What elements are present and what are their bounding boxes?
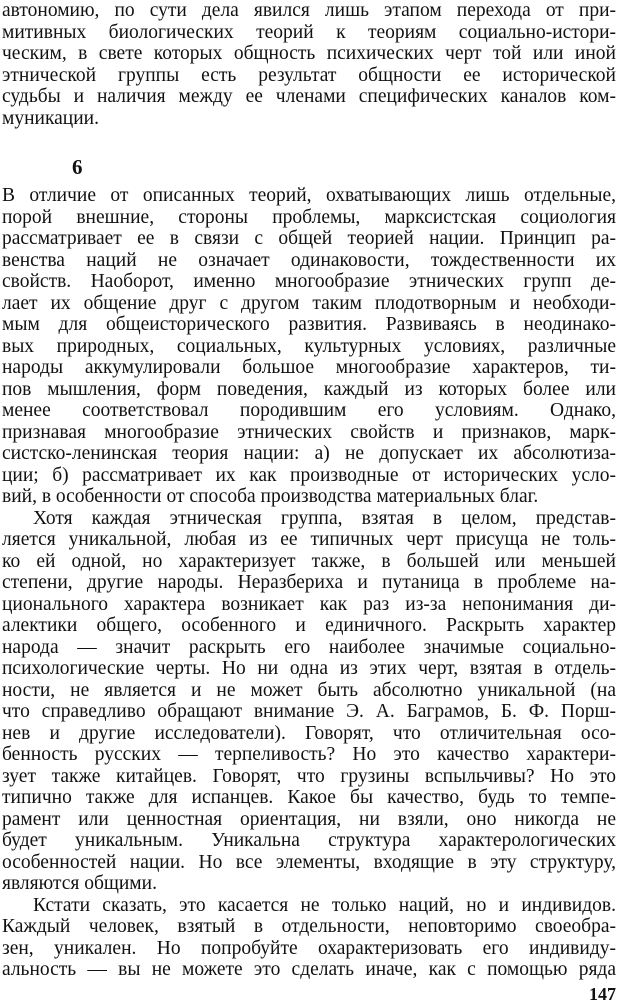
text-line: вий, в особенности от способа производства материальных благ. (2, 486, 539, 508)
text-line: будет уникальным. Уникальна структура характерологических (2, 830, 616, 852)
text-line: являются общими. (2, 873, 157, 895)
text-line: народы аккумулировали большое многообразие характеров, ти- (2, 357, 616, 379)
text-line: рассматривает ее в связи с общей теорией нации. Принцип ра- (2, 228, 616, 250)
text-line: венства наций не означает одинаковости, тождественности их (2, 249, 616, 271)
text-line: ляется уникальной, любая из ее типичных черт присуща не толь- (2, 529, 616, 551)
text-line: Каждый человек, взятый в отдельности, неповторимо своеобра- (2, 916, 616, 938)
text-line: зен, уникален. Но попробуйте охарактеризовать его индивиду- (2, 937, 616, 959)
text-line: менее соответствовал породившим его условиям. Однако, (2, 400, 616, 422)
text-line: Хотя каждая этническая группа, взятая в целом, представ- (33, 507, 616, 529)
text-line: свойств. Наоборот, именно многообразие этнических групп де- (2, 271, 616, 293)
text-line: ции; б) рассматривает их как производные от исторических усло- (2, 464, 616, 486)
text-line: нев и другие исследователи). Говорят, что отличительная осо- (2, 722, 616, 744)
text-line: муникации. (2, 107, 99, 129)
section-number: 6 (72, 155, 83, 180)
text-line: особенностей нации. Но все элементы, входящие в эту структуру, (2, 851, 616, 873)
text-line: рамент или ценностная ориентация, ни взяли, оно никогда не (2, 808, 616, 830)
text-line: альность — вы не можете это сделать иначе, как с помощью ряда (2, 959, 616, 981)
text-line: пов мышления, форм поведения, каждый из которых более или (2, 378, 616, 400)
text-line: ционального характера возникает как раз из-за непонимания ди- (2, 593, 616, 615)
text-line: ческим, в свете которых общность психических черт той или иной (2, 43, 616, 65)
text-line: митивных биологических теорий к теориям социально-истори- (2, 21, 616, 43)
text-line: типично также для испанцев. Какое бы качество, будь то темпе- (2, 787, 616, 809)
text-line: бенность русских — терпеливость? Но это качество характери- (2, 744, 616, 766)
text-line: мым для общеисторического развития. Развиваясь в неодинако- (2, 314, 616, 336)
text-line: Кстати сказать, это касается не только наций, но и индивидов. (33, 894, 616, 916)
text-line: автономию, по сути дела явился лишь этапом перехода от при- (2, 0, 616, 21)
text-line: степени, другие народы. Неразбериха и путаница в проблеме на- (2, 572, 616, 594)
text-line: лает их общение друг с другом таким плодотворным и необходи- (2, 292, 616, 314)
text-line: ко ей одной, но характеризует также, в большей или меньшей (2, 550, 616, 572)
text-line: порой внешние, стороны проблемы, марксистская социология (2, 206, 616, 228)
text-line: В отличие от описанных теорий, охватывающих лишь отдельные, (2, 185, 616, 207)
page-number: 147 (589, 984, 616, 1004)
text-line: систско-ленинская теория нации: а) не допускает их абсолютиза- (2, 443, 616, 465)
text-line: зует также китайцев. Говорят, что грузины вспыльчивы? Но это (2, 765, 616, 787)
text-line: признавая многообразие этнических свойств и признаков, марк- (2, 421, 616, 443)
text-line: ности, не является и не может быть абсолютно уникальной (на (2, 679, 616, 701)
text-line: что справедливо обращают внимание Э. А. Баграмов, Б. Ф. Порш- (2, 701, 616, 723)
text-line: вых природных, социальных, культурных условиях, различные (2, 335, 616, 357)
text-line: алектики общего, особенного и единичного. Раскрыть характер (2, 615, 616, 637)
text-line: судьбы и наличия между ее членами специфических каналов ком- (2, 86, 616, 108)
text-line: этнической группы есть результат общности ее исторической (2, 64, 616, 86)
text-line: психологические черты. Но ни одна из этих черт, взятая в отдель- (2, 658, 616, 680)
text-line: народа — значит раскрыть его наиболее значимые социально- (2, 636, 616, 658)
